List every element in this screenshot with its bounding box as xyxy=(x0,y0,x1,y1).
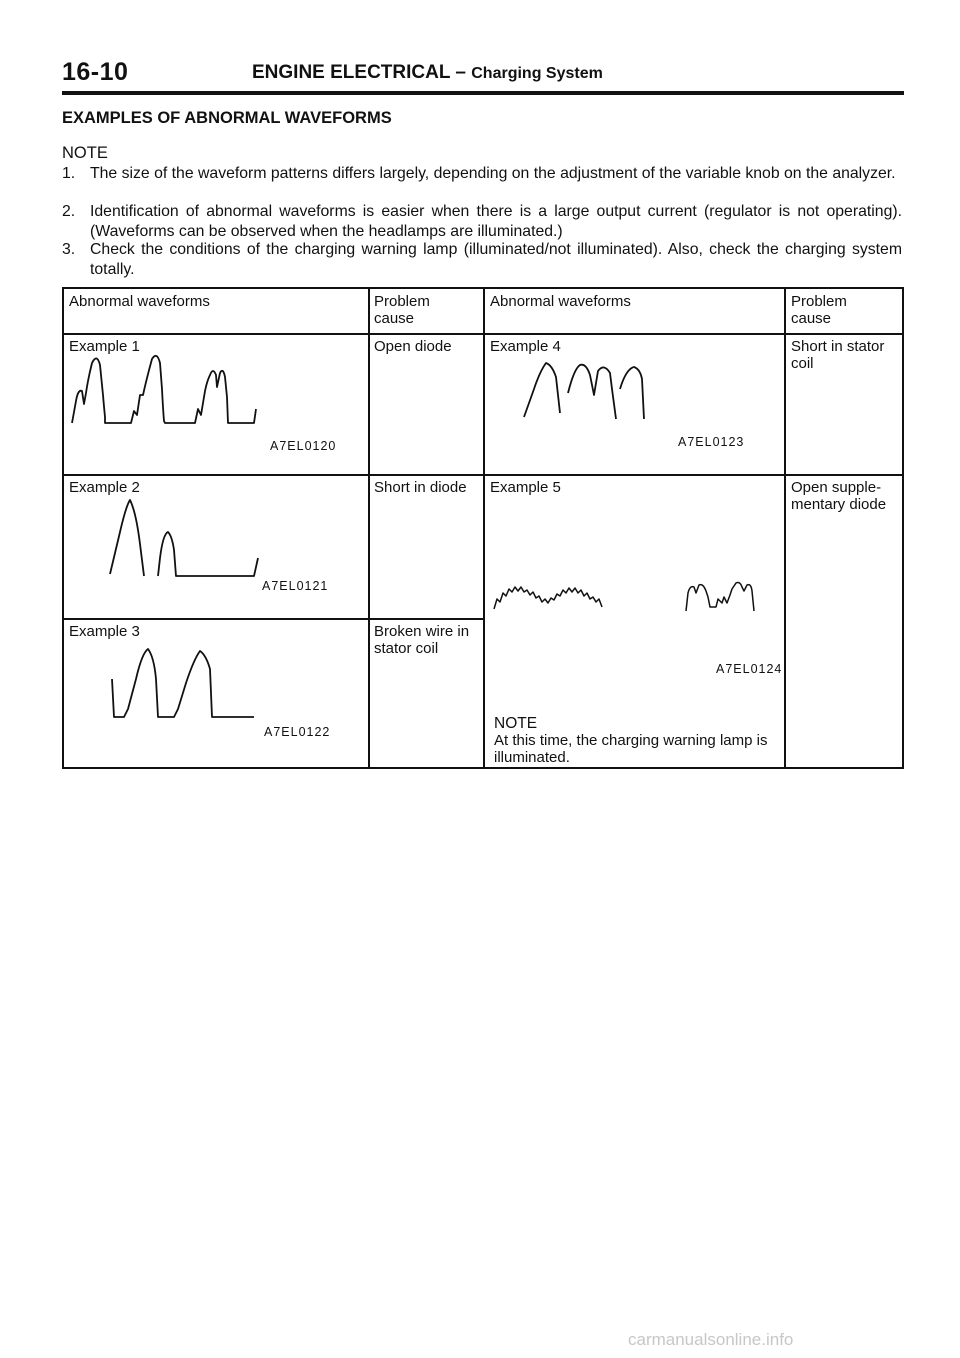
header-waveforms-right: Abnormal waveforms xyxy=(490,293,631,310)
section-name: ENGINE ELECTRICAL xyxy=(252,62,451,83)
header-rule xyxy=(62,91,904,95)
column-divider xyxy=(784,289,786,767)
table-note-text: At this time, the charging warning lamp is illuminated. xyxy=(494,732,768,766)
table-note-label: NOTE xyxy=(494,715,538,732)
header-cause-left: Problem cause xyxy=(374,293,430,327)
example-2-code: A7EL0121 xyxy=(262,579,329,593)
example-1-code: A7EL0120 xyxy=(270,439,337,453)
waveform-trace xyxy=(110,500,144,576)
example-3-cause: Broken wire in stator coil xyxy=(374,623,470,657)
example-5-waveform xyxy=(484,569,784,629)
example-4-cause: Short in stator coil xyxy=(791,338,885,372)
example-4-code: A7EL0123 xyxy=(678,435,745,449)
example-2-cause: Short in diode xyxy=(374,479,467,496)
subsection-name: Charging System xyxy=(471,65,603,82)
example-5-label: Example 5 xyxy=(490,479,561,496)
row-divider xyxy=(64,474,902,476)
waveform-trace xyxy=(494,587,602,609)
example-3-label: Example 3 xyxy=(69,623,140,640)
page-heading: EXAMPLES OF ABNORMAL WAVEFORMS xyxy=(62,109,392,127)
row-divider xyxy=(64,618,483,620)
note-label: NOTE xyxy=(62,144,108,162)
example-3-code: A7EL0122 xyxy=(264,725,331,739)
waveform-table xyxy=(62,287,904,769)
example-3-waveform xyxy=(64,639,364,729)
header-cause-right: Problem cause xyxy=(791,293,847,327)
column-divider xyxy=(368,289,370,767)
note-item-1 xyxy=(62,164,904,204)
header-waveforms-left: Abnormal waveforms xyxy=(69,293,210,310)
note-item-2 xyxy=(62,202,904,242)
example-1-cause: Open diode xyxy=(374,338,452,355)
waveform-trace xyxy=(686,583,754,612)
example-1-label: Example 1 xyxy=(69,338,140,355)
note-item-number: 1. xyxy=(62,165,76,182)
note-item-text: Check the conditions of the charging warning lamp (illuminated/not illuminated). Also, check the charging system totally. xyxy=(90,241,902,278)
note-item-number: 3. xyxy=(62,241,76,258)
waveform-trace xyxy=(524,363,560,417)
example-1-waveform xyxy=(64,349,364,429)
waveform-trace xyxy=(112,649,254,717)
footer-watermark: carmanualsonline.info xyxy=(628,1330,794,1349)
example-4-label: Example 4 xyxy=(490,338,561,355)
example-2-label: Example 2 xyxy=(69,479,140,496)
section-separator: – xyxy=(455,62,466,83)
waveform-trace xyxy=(158,532,258,576)
note-item-text: Identification of abnormal waveforms is easier when there is a large output current (regulator is not operating). (Waveforms can be observed when the headlamps are illuminated.) xyxy=(90,203,902,240)
example-5-code: A7EL0124 xyxy=(716,662,783,676)
waveform-trace xyxy=(568,365,616,419)
header-divider xyxy=(64,333,902,335)
note-item-text: The size of the waveform patterns differs largely, depending on the adjustment of the variable knob on the analyzer. xyxy=(90,165,896,182)
example-5-cause: Open supple-mentary diode xyxy=(791,479,887,513)
example-4-waveform xyxy=(484,349,784,439)
note-item-number: 2. xyxy=(62,203,76,220)
note-item-3 xyxy=(62,240,904,280)
waveform-trace xyxy=(620,367,644,419)
page-number: 16-10 xyxy=(62,58,129,86)
section-title xyxy=(252,62,603,84)
waveform-trace xyxy=(72,356,256,423)
